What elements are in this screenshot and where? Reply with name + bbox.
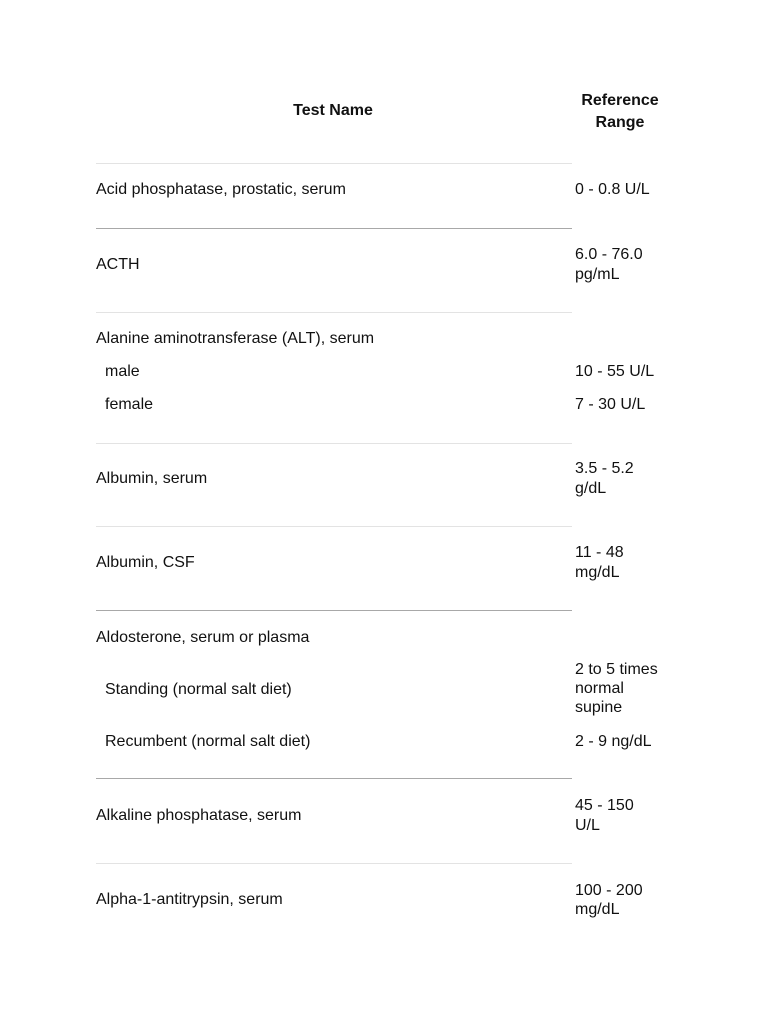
reference-range-line1: 6.0 - 76.0: [575, 246, 643, 263]
row-divider: [96, 443, 572, 444]
column-header-test-name: Test Name: [293, 102, 373, 119]
reference-range-line2: mg/dL: [575, 564, 620, 581]
reference-range-line2: g/dL: [575, 480, 607, 497]
row-divider: [96, 863, 572, 864]
column-header-reference-range-line1: Reference: [581, 92, 659, 109]
reference-range-line2: mg/dL: [575, 901, 620, 918]
test-name: Aldosterone, serum or plasma: [96, 629, 310, 646]
reference-range-line1: 100 - 200: [575, 882, 643, 899]
row-divider: [96, 228, 572, 229]
row-divider: [96, 526, 572, 527]
test-name: Albumin, serum: [96, 470, 208, 487]
reference-range-line2: normal: [575, 680, 624, 697]
reference-range: 7 - 30 U/L: [575, 396, 646, 413]
row-divider: [96, 312, 572, 313]
reference-range: 10 - 55 U/L: [575, 363, 655, 380]
test-name: Alanine aminotransferase (ALT), serum: [96, 330, 375, 347]
reference-range: 2 - 9 ng/dL: [575, 733, 652, 750]
sub-test-name: female: [105, 396, 154, 413]
reference-range-line3: supine: [575, 699, 623, 716]
test-name: Albumin, CSF: [96, 554, 195, 571]
reference-range-line1: 11 - 48: [575, 544, 624, 561]
row-divider: [96, 163, 572, 164]
test-name: Alkaline phosphatase, serum: [96, 807, 302, 824]
reference-range: 0 - 0.8 U/L: [575, 181, 650, 198]
reference-range-line1: 2 to 5 times: [575, 661, 658, 678]
row-divider: [96, 610, 572, 611]
sub-test-name: Recumbent (normal salt diet): [105, 733, 311, 750]
reference-range-line2: U/L: [575, 817, 600, 834]
sub-test-name: Standing (normal salt diet): [105, 681, 292, 698]
test-name: Acid phosphatase, prostatic, serum: [96, 181, 346, 198]
reference-range-line1: 3.5 - 5.2: [575, 460, 634, 477]
column-header-reference-range-line2: Range: [595, 114, 645, 131]
row-divider: [96, 778, 572, 779]
reference-range-line2: pg/mL: [575, 266, 620, 283]
test-name: ACTH: [96, 256, 140, 273]
reference-range-line1: 45 - 150: [575, 797, 634, 814]
test-name: Alpha-1-antitrypsin, serum: [96, 891, 283, 908]
sub-test-name: male: [105, 363, 140, 380]
